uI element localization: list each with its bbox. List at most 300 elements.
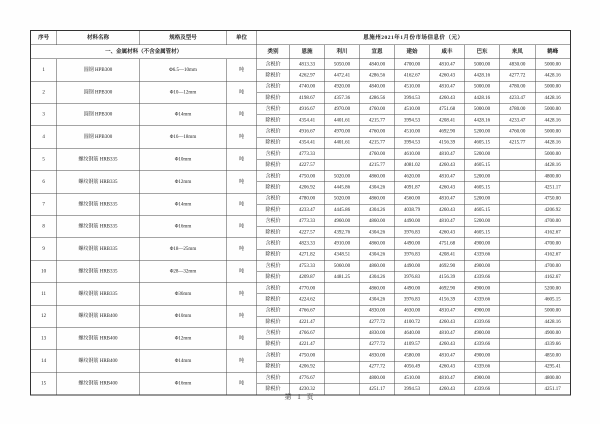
price-cell: 4900.00 (465, 327, 500, 338)
price-cell (500, 316, 536, 327)
material-name: 螺纹钢筋 HRB335 (57, 283, 140, 305)
price-cell: 4304.26 (360, 204, 395, 215)
col-header-category: 类别 (257, 45, 290, 59)
price-cell (325, 305, 360, 316)
price-cell: 5050.00 (325, 59, 360, 70)
price-cell: 4392.76 (325, 227, 360, 238)
unit: 吨 (227, 171, 257, 193)
price-cell: 4770.00 (290, 283, 325, 294)
table-row (31, 350, 571, 361)
unit: 吨 (227, 372, 257, 395)
price-cell: 4156.39 (430, 137, 465, 148)
category-label: 除税价 (257, 182, 290, 193)
price-cell: 3976.83 (395, 227, 430, 238)
price-cell: 4490.00 (395, 215, 430, 226)
category-label: 除税价 (257, 160, 290, 171)
price-table (30, 30, 571, 395)
price-cell: 4580.00 (395, 350, 430, 361)
price-cell: 4304.26 (360, 249, 395, 260)
price-cell: 4773.33 (290, 148, 325, 159)
material-name: 螺纹钢筋 HRB400 (57, 305, 140, 327)
table-row (31, 148, 571, 159)
price-cell (325, 361, 360, 372)
document-title: 恩施州2021年1月份市场信息价（元） (257, 31, 571, 45)
page-number: 第 1 页 (284, 393, 316, 401)
price-cell: 4260.43 (430, 339, 465, 350)
spec-model: Φ12mm (140, 327, 227, 349)
spec-model: Φ36mm (140, 283, 227, 305)
price-cell: 4428.16 (535, 160, 571, 171)
price-cell: 4304.26 (360, 182, 395, 193)
price-cell: 4428.16 (465, 70, 500, 81)
price-cell: 4339.66 (465, 339, 500, 350)
table-row (31, 327, 571, 338)
unit: 吨 (227, 260, 257, 282)
price-cell: 4900.00 (535, 327, 571, 338)
price-cell: 4304.26 (360, 227, 395, 238)
category-label: 含税价 (257, 148, 290, 159)
price-cell (325, 372, 360, 383)
material-name: 螺纹钢筋 HRB400 (57, 372, 140, 395)
price-cell: 4251.17 (535, 383, 571, 394)
row-no: 3 (31, 104, 57, 126)
row-no: 8 (31, 215, 57, 237)
category-label: 除税价 (257, 137, 290, 148)
price-cell: 4286.56 (360, 92, 395, 103)
table-row (31, 372, 571, 383)
price-cell: 4750.00 (290, 171, 325, 182)
table-row (31, 238, 571, 249)
price-cell (500, 182, 536, 193)
price-cell: 4970.00 (325, 104, 360, 115)
price-cell (500, 361, 536, 372)
price-cell: 4830.00 (360, 350, 395, 361)
price-cell: 4605.15 (535, 294, 571, 305)
category-label: 含税价 (257, 238, 290, 249)
category-label: 含税价 (257, 327, 290, 338)
category-label: 除税价 (257, 383, 290, 394)
category-label: 含税价 (257, 104, 290, 115)
price-cell (500, 148, 536, 159)
unit: 吨 (227, 126, 257, 148)
price-cell: 4277.72 (360, 361, 395, 372)
unit: 吨 (227, 238, 257, 260)
price-cell: 4753.33 (290, 260, 325, 271)
category-label: 除税价 (257, 271, 290, 282)
price-cell (325, 350, 360, 361)
row-no: 1 (31, 59, 57, 81)
row-no: 9 (31, 238, 57, 260)
col-header-unit: 单位 (227, 31, 257, 45)
category-label: 含税价 (257, 59, 290, 70)
price-cell: 4428.16 (535, 70, 571, 81)
price-cell: 4510.00 (395, 104, 430, 115)
table-row (31, 215, 571, 226)
price-cell: 4156.39 (430, 271, 465, 282)
price-cell: 4960.00 (325, 215, 360, 226)
price-cell: 4304.26 (360, 271, 395, 282)
price-cell: 4339.66 (465, 271, 500, 282)
price-cell: 4260.43 (430, 204, 465, 215)
price-cell: 4262.97 (290, 70, 325, 81)
spec-model: Φ16mm (140, 215, 227, 237)
price-cell: 5000.00 (535, 59, 571, 70)
material-name: 圆钢 HPB300 (57, 104, 140, 126)
price-cell: 4766.67 (290, 305, 325, 316)
unit: 吨 (227, 215, 257, 237)
price-cell: 4766.67 (290, 327, 325, 338)
price-cell: 5000.00 (535, 104, 571, 115)
price-cell: 4428.16 (465, 115, 500, 126)
price-cell: 4215.77 (360, 115, 395, 126)
spec-model: Φ12mm (140, 171, 227, 193)
spec-model: Φ16—18mm (140, 126, 227, 148)
table-row (31, 126, 571, 137)
section-title: 一、金属材料（不含金属管材） (31, 45, 257, 59)
col-header-material-name: 材料名称 (57, 31, 140, 45)
price-cell: 4339.66 (465, 383, 500, 394)
price-cell: 4038.79 (395, 204, 430, 215)
spec-model: Φ16mm (140, 372, 227, 395)
price-cell: 4339.66 (465, 249, 500, 260)
price-cell: 4860.00 (360, 171, 395, 182)
price-cell: 4813.33 (290, 59, 325, 70)
price-cell: 4776.67 (290, 372, 325, 383)
price-cell: 4760.00 (360, 148, 395, 159)
unit: 吨 (227, 104, 257, 126)
price-cell: 4109.57 (395, 339, 430, 350)
price-cell: 4100.72 (395, 316, 430, 327)
category-label: 除税价 (257, 70, 290, 81)
price-cell: 4916.67 (290, 104, 325, 115)
material-name: 螺纹钢筋 HRB335 (57, 193, 140, 215)
price-cell: 4339.66 (465, 361, 500, 372)
row-no: 13 (31, 327, 57, 349)
category-label: 除税价 (257, 227, 290, 238)
row-no: 2 (31, 81, 57, 103)
unit: 吨 (227, 59, 257, 81)
price-cell (500, 372, 536, 383)
row-no: 10 (31, 260, 57, 282)
price-cell: 4428.16 (535, 115, 571, 126)
price-cell (500, 327, 536, 338)
unit: 吨 (227, 305, 257, 327)
price-cell: 4221.47 (290, 316, 325, 327)
header-row-1 (31, 31, 571, 45)
price-cell: 4260.43 (430, 70, 465, 81)
price-cell: 4860.00 (360, 260, 395, 271)
price-cell: 4227.57 (290, 227, 325, 238)
price-cell: 5000.00 (535, 148, 571, 159)
category-label: 除税价 (257, 92, 290, 103)
price-cell: 4810.47 (430, 193, 465, 204)
material-name: 圆钢 HPB300 (57, 81, 140, 103)
price-cell: 4910.00 (325, 238, 360, 249)
price-cell: 4206.92 (290, 182, 325, 193)
price-cell: 4860.00 (360, 238, 395, 249)
price-cell: 5060.00 (325, 260, 360, 271)
price-cell: 4692.90 (430, 283, 465, 294)
spec-model: Φ14mm (140, 193, 227, 215)
row-no: 12 (31, 305, 57, 327)
spec-model: Φ10mm (140, 305, 227, 327)
price-cell: 4810.47 (430, 215, 465, 226)
price-cell: 5000.00 (465, 81, 500, 92)
price-cell: 4760.00 (500, 126, 536, 137)
unit: 吨 (227, 193, 257, 215)
price-cell: 4209.87 (290, 271, 325, 282)
price-cell: 3976.83 (395, 294, 430, 305)
price-cell: 4750.00 (535, 193, 571, 204)
price-cell: 4339.66 (535, 339, 571, 350)
price-cell: 4162.67 (535, 227, 571, 238)
price-cell: 4208.41 (430, 249, 465, 260)
price-cell: 4357.36 (325, 92, 360, 103)
price-cell: 4056.49 (395, 361, 430, 372)
category-label: 含税价 (257, 171, 290, 182)
price-cell: 4751.68 (430, 238, 465, 249)
price-cell (500, 171, 536, 182)
price-table-body (31, 59, 571, 395)
price-cell: 4481.25 (325, 271, 360, 282)
col-header-spec-model: 规格及型号 (140, 31, 227, 45)
price-cell: 4605.15 (465, 160, 500, 171)
price-cell: 4428.16 (535, 316, 571, 327)
material-name: 圆钢 HPB300 (57, 126, 140, 148)
price-cell: 5200.00 (465, 171, 500, 182)
unit: 吨 (227, 350, 257, 372)
price-cell: 4780.00 (500, 104, 536, 115)
category-label: 除税价 (257, 115, 290, 126)
price-cell: 4840.00 (360, 81, 395, 92)
price-cell: 5020.00 (325, 193, 360, 204)
price-cell: 4760.00 (360, 104, 395, 115)
price-cell: 4605.15 (465, 137, 500, 148)
price-cell (500, 305, 536, 316)
category-label: 含税价 (257, 350, 290, 361)
price-cell: 3994.53 (395, 92, 430, 103)
category-label: 含税价 (257, 372, 290, 383)
spec-model: Φ28—32mm (140, 260, 227, 282)
category-label: 含税价 (257, 305, 290, 316)
material-name: 螺纹钢筋 HRB400 (57, 327, 140, 349)
table-row (31, 81, 571, 92)
price-cell (500, 160, 536, 171)
price-cell: 4700.00 (535, 260, 571, 271)
price-cell: 4206.92 (290, 361, 325, 372)
row-no: 5 (31, 148, 57, 170)
category-label: 含税价 (257, 215, 290, 226)
price-cell: 4900.00 (465, 350, 500, 361)
price-cell: 4156.39 (430, 294, 465, 305)
price-cell: 4773.33 (290, 215, 325, 226)
price-cell: 4800.00 (360, 372, 395, 383)
col-header-no: 序号 (31, 31, 57, 45)
col-header-city-enshi: 恩施 (290, 45, 325, 59)
price-cell: 4091.87 (395, 182, 430, 193)
price-cell: 4750.00 (290, 350, 325, 361)
price-cell (500, 215, 536, 226)
spec-model: Φ10—12mm (140, 81, 227, 103)
price-cell: 4206.92 (535, 204, 571, 215)
category-label: 含税价 (257, 283, 290, 294)
price-cell: 4401.61 (325, 137, 360, 148)
price-cell (500, 294, 536, 305)
row-no: 4 (31, 126, 57, 148)
price-cell: 4277.72 (360, 339, 395, 350)
price-cell: 4830.00 (360, 305, 395, 316)
price-cell: 4810.47 (430, 59, 465, 70)
price-cell: 4215.77 (500, 137, 536, 148)
price-cell: 4630.00 (395, 305, 430, 316)
price-cell: 4900.00 (465, 305, 500, 316)
row-no: 6 (31, 171, 57, 193)
col-header-city-badong: 巴东 (465, 45, 500, 59)
spec-model: Φ18—25mm (140, 238, 227, 260)
row-no: 7 (31, 193, 57, 215)
price-cell: 4850.00 (535, 350, 571, 361)
price-cell: 4810.47 (430, 327, 465, 338)
table-scale-wrapper (30, 30, 570, 395)
price-cell: 4510.00 (395, 126, 430, 137)
price-cell: 4900.00 (465, 372, 500, 383)
price-cell: 4560.00 (395, 193, 430, 204)
price-cell: 4260.43 (430, 316, 465, 327)
price-cell: 4401.61 (325, 115, 360, 126)
category-label: 除税价 (257, 316, 290, 327)
price-cell (325, 148, 360, 159)
price-cell: 4348.51 (325, 249, 360, 260)
category-label: 除税价 (257, 294, 290, 305)
price-cell: 4215.77 (360, 160, 395, 171)
price-cell: 4208.41 (430, 115, 465, 126)
category-label: 除税价 (257, 339, 290, 350)
price-cell (325, 339, 360, 350)
unit: 吨 (227, 283, 257, 305)
price-cell: 4233.47 (290, 204, 325, 215)
price-cell: 4810.47 (430, 171, 465, 182)
price-cell: 4162.67 (395, 70, 430, 81)
price-cell: 4810.47 (430, 305, 465, 316)
price-cell: 4810.47 (430, 148, 465, 159)
price-cell: 4260.43 (430, 160, 465, 171)
price-cell: 4162.67 (535, 271, 571, 282)
price-cell: 4800.00 (535, 372, 571, 383)
price-cell: 4428.16 (465, 92, 500, 103)
price-cell: 4640.00 (395, 327, 430, 338)
row-no: 14 (31, 350, 57, 372)
price-cell: 4260.43 (430, 361, 465, 372)
category-label: 含税价 (257, 193, 290, 204)
price-cell (325, 160, 360, 171)
price-cell: 3994.53 (395, 115, 430, 126)
price-cell: 4277.72 (360, 316, 395, 327)
price-cell: 4916.67 (290, 126, 325, 137)
price-cell: 4970.00 (325, 126, 360, 137)
price-cell: 4840.00 (360, 59, 395, 70)
price-cell: 4221.47 (290, 339, 325, 350)
material-name: 螺纹钢筋 HRB335 (57, 260, 140, 282)
price-cell: 4780.00 (500, 81, 536, 92)
price-cell: 4751.68 (430, 104, 465, 115)
header-row-2 (31, 45, 571, 59)
price-cell: 4230.32 (290, 383, 325, 394)
price-cell: 4510.00 (395, 372, 430, 383)
price-cell: 4810.47 (430, 81, 465, 92)
price-cell: 4233.47 (500, 115, 536, 126)
material-name: 螺纹钢筋 HRB400 (57, 350, 140, 372)
price-cell: 3994.53 (395, 383, 430, 394)
price-cell: 3976.83 (395, 249, 430, 260)
price-cell: 4692.90 (430, 126, 465, 137)
category-label: 除税价 (257, 204, 290, 215)
price-cell (500, 339, 536, 350)
price-cell (500, 238, 536, 249)
col-header-city-hefeng: 鹤峰 (535, 45, 571, 59)
category-label: 含税价 (257, 81, 290, 92)
price-cell (325, 294, 360, 305)
col-header-city-xuanen: 宣恩 (360, 45, 395, 59)
table-row (31, 283, 571, 294)
price-cell: 4445.86 (325, 182, 360, 193)
material-name: 螺纹钢筋 HRB335 (57, 171, 140, 193)
material-name: 螺纹钢筋 HRB335 (57, 148, 140, 170)
unit: 吨 (227, 148, 257, 170)
table-row (31, 260, 571, 271)
price-cell: 4860.00 (360, 283, 395, 294)
price-cell: 4780.00 (290, 193, 325, 204)
material-name: 螺纹钢筋 HRB335 (57, 238, 140, 260)
price-cell (500, 260, 536, 271)
price-cell: 4260.43 (430, 182, 465, 193)
col-header-city-xianfeng: 咸丰 (430, 45, 465, 59)
category-label: 含税价 (257, 260, 290, 271)
price-cell: 4605.15 (465, 182, 500, 193)
price-cell: 5200.00 (465, 215, 500, 226)
price-cell (500, 227, 536, 238)
col-header-city-lichuan: 利川 (325, 45, 360, 59)
price-cell: 4490.00 (395, 260, 430, 271)
price-cell: 4900.00 (465, 238, 500, 249)
price-cell: 3994.53 (395, 137, 430, 148)
price-cell: 4830.00 (360, 327, 395, 338)
price-cell: 5000.00 (535, 126, 571, 137)
price-cell: 5000.00 (465, 104, 500, 115)
price-cell: 4900.00 (465, 283, 500, 294)
price-cell: 4081.02 (395, 160, 430, 171)
price-cell: 4860.00 (360, 215, 395, 226)
price-cell: 4233.47 (500, 92, 536, 103)
price-cell: 4810.47 (430, 372, 465, 383)
price-cell: 5200.00 (535, 283, 571, 294)
price-cell: 4354.41 (290, 137, 325, 148)
unit: 吨 (227, 81, 257, 103)
price-cell: 4700.00 (535, 215, 571, 226)
spec-model: Φ14mm (140, 104, 227, 126)
spec-model: Φ10mm (140, 148, 227, 170)
price-cell: 4740.00 (290, 81, 325, 92)
price-cell: 5020.00 (325, 171, 360, 182)
price-cell (500, 283, 536, 294)
price-cell: 4304.26 (360, 294, 395, 305)
price-cell: 4295.41 (535, 361, 571, 372)
price-cell: 4700.00 (395, 59, 430, 70)
price-cell: 4162.67 (535, 249, 571, 260)
price-cell: 4490.00 (395, 283, 430, 294)
price-cell (500, 193, 536, 204)
price-cell: 4900.00 (465, 260, 500, 271)
price-cell (325, 327, 360, 338)
